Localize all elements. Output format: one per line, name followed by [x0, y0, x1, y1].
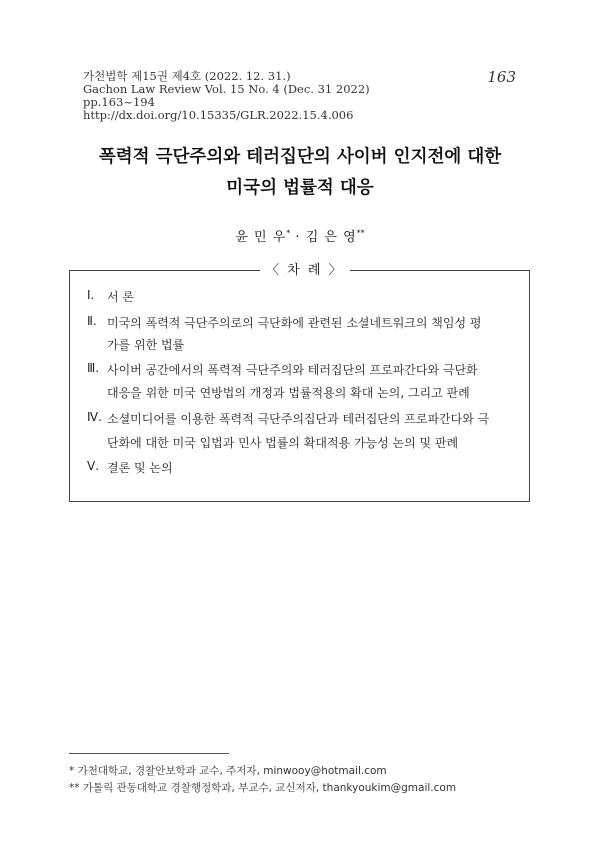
- toc-item-4-number: Ⅳ.: [87, 410, 102, 424]
- toc-item-2-number: Ⅱ.: [87, 314, 97, 328]
- footnote-author-1: * 가천대학교, 경찰안보학과 교수, 주저자, minwooy@hotmail.com: [69, 765, 387, 777]
- page-range: pp.163~194: [83, 95, 155, 109]
- toc-item-4-text-line-1: 소셜미디어를 이용한 폭력적 극단주의집단과 테러집단의 프로파간다와 극: [107, 412, 490, 426]
- journal-citation-en: Gachon Law Review Vol. 15 No. 4 (Dec. 31 2022): [83, 82, 370, 96]
- paper-title-line-2: 미국의 법률적 대응: [226, 178, 374, 198]
- toc-item-2-text-line-1: 미국의 폭력적 극단주의로의 극단화에 관련된 소셜네트워크의 책임성 평: [107, 316, 482, 330]
- doi-link[interactable]: http://dx.doi.org/10.15335/GLR.2022.15.4.006: [83, 108, 354, 122]
- toc-item-1-number: Ⅰ.: [87, 288, 95, 302]
- author-2: 김 은 영: [305, 230, 357, 245]
- author-separator: ·: [290, 230, 306, 245]
- toc-item-5-text: 결론 및 논의: [107, 461, 173, 475]
- author-1: 윤 민 우: [235, 230, 287, 245]
- toc-item-3-text-line-1: 사이버 공간에서의 폭력적 극단주의와 테러집단의 프로파간다와 극단화: [107, 363, 478, 377]
- toc-item-5-number: Ⅴ.: [87, 459, 100, 473]
- toc-item-3-text-line-2: 대응을 위한 미국 연방법의 개정과 법률적용의 확대 논의, 그리고 판례: [107, 386, 470, 400]
- author-line: [40, 226, 560, 245]
- footnote-divider: [69, 753, 229, 754]
- toc-item-1-text: 서 론: [107, 290, 134, 304]
- journal-citation-ko: 가천법학 제15권 제4호 (2022. 12. 31.): [83, 69, 291, 83]
- toc-item-2-text-line-2: 가를 위한 법률: [107, 338, 185, 352]
- toc-item-3-number: Ⅲ.: [87, 361, 100, 375]
- author-1-mark: *: [286, 228, 291, 238]
- toc-heading: 〈 차 례 〉: [260, 259, 350, 278]
- toc-item-4-text-line-2: 단화에 대한 미국 입법과 민사 법률의 확대적용 가능성 논의 및 판례: [107, 436, 459, 450]
- author-2-mark: **: [356, 228, 365, 238]
- page-number: 163: [487, 68, 516, 86]
- journal-header: [83, 70, 370, 122]
- paper-title-line-1: 폭력적 극단주의와 테러집단의 사이버 인지전에 대한: [98, 147, 502, 167]
- toc-heading-label: 차 례: [287, 263, 323, 278]
- footnote-author-2: ** 가톨릭 관동대학교 경찰행정학과, 부교수, 교신저자, thankyoukim@gmail.com: [69, 782, 457, 794]
